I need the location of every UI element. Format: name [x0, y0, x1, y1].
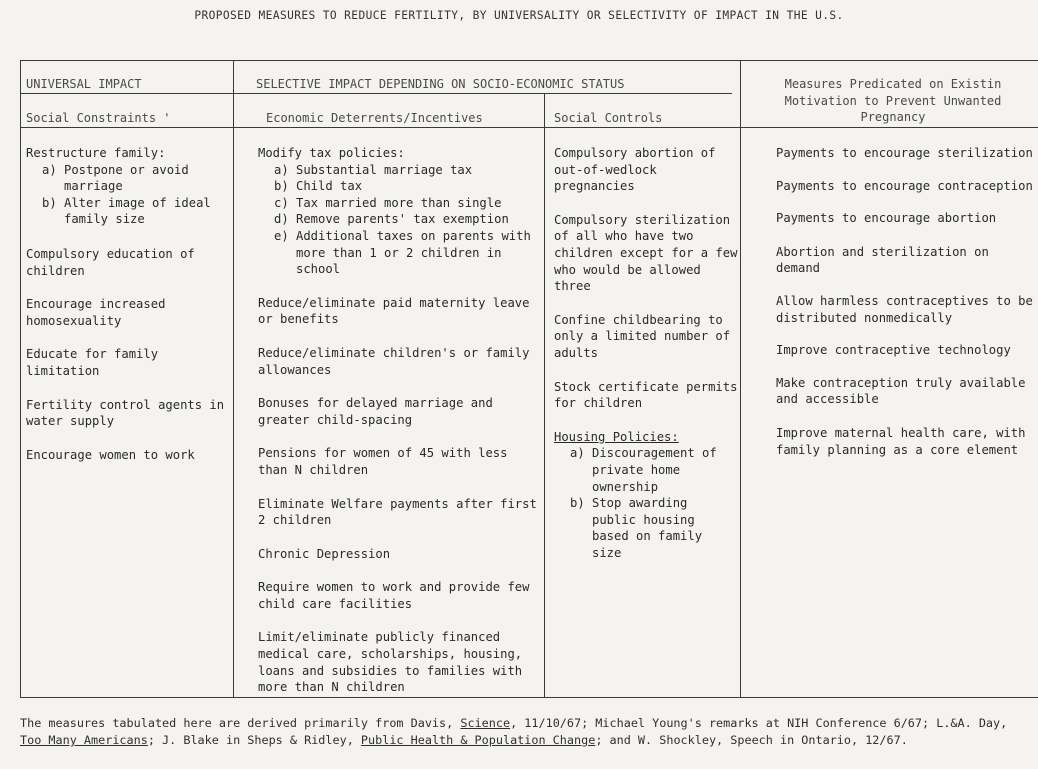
item-text: Encourage women to work — [26, 447, 195, 462]
list-item — [776, 178, 1034, 195]
sub-item-text: Substantial marriage tax — [296, 162, 473, 177]
list-item — [258, 629, 540, 695]
sub-item — [274, 228, 540, 278]
sub-item-marker: a) — [274, 162, 289, 177]
sub-item — [570, 445, 738, 495]
list-item — [554, 379, 738, 412]
item-text: Compulsory sterilization of all who have two children except for a few who would be allowed three — [554, 212, 738, 294]
item-text: Educate for family limitation — [26, 347, 159, 378]
list-item — [26, 296, 229, 329]
footnote — [20, 715, 1035, 749]
sub-item-text: Discouragement of private home ownership — [592, 446, 717, 494]
column-divider-1 — [233, 60, 234, 698]
universal-impact-column — [26, 145, 229, 463]
footnote-text-2: , 11/10/67; Michael Young's remarks at NIH Conference 6/67; L.&A. Day, — [510, 716, 1008, 730]
item-text: Modify tax policies: — [258, 146, 405, 160]
list-item — [26, 346, 229, 379]
header-selective-impact: SELECTIVE IMPACT DEPENDING ON SOCIO-ECONOMIC STATUS — [256, 77, 625, 91]
item-text: Compulsory abortion of out-of-wedlock pregnancies — [554, 146, 716, 194]
list-item — [26, 145, 229, 228]
sub-list — [258, 162, 540, 278]
document-title: PROPOSED MEASURES TO REDUCE FERTILITY, BY UNIVERSALITY OR SELECTIVITY OF IMPACT IN THE U.S. — [194, 9, 844, 22]
footnote-text-1: The measures tabulated here are derived primarily from Davis, — [20, 716, 461, 730]
list-item — [776, 145, 1034, 162]
item-text: Chronic Depression — [258, 546, 391, 561]
sub-item — [274, 211, 540, 228]
list-item — [258, 295, 540, 328]
item-text: Reduce/eliminate children's or family allowances — [258, 345, 530, 377]
sub-list — [26, 162, 229, 228]
list-item — [258, 445, 540, 478]
list-item — [776, 425, 1034, 458]
sub-item — [42, 195, 229, 228]
list-item — [776, 342, 1034, 359]
list-item — [258, 546, 540, 563]
table-left-border — [20, 60, 21, 698]
sub-item-text: Tax married more than single — [296, 195, 502, 210]
item-text: Reduce/eliminate paid maternity leave or benefits — [258, 295, 530, 327]
list-item — [776, 244, 1034, 277]
item-text: Eliminate Welfare payments after first 2 children — [258, 496, 537, 528]
sub-item-marker: a) — [570, 446, 585, 461]
sub-item-marker: c) — [274, 195, 289, 210]
header-social-constraints: Social Constraints ' — [26, 111, 171, 125]
economic-deterrents-column — [258, 145, 540, 696]
item-text: Encourage increased homosexuality — [26, 297, 166, 328]
item-text: Pensions for women of 45 with less than N children — [258, 446, 508, 477]
item-text: Improve maternal health care, with family planning as a core element — [776, 425, 1026, 457]
footnote-source-science: Science — [460, 716, 511, 730]
list-item — [258, 496, 540, 529]
item-text: Payments to encourage sterilization — [776, 146, 1033, 160]
table-top-border — [20, 60, 1038, 61]
sub-item-marker: b) — [274, 179, 289, 194]
list-item — [258, 395, 540, 428]
sub-item — [42, 162, 229, 195]
list-item — [258, 579, 540, 612]
list-item — [554, 212, 738, 295]
motivation-measures-column — [776, 145, 1034, 458]
sub-item-text: Additional taxes on parents with more than 1 or 2 children in school — [296, 228, 531, 277]
sub-item-text: Postpone or avoid marriage — [64, 162, 189, 194]
item-text: Allow harmless contraceptives to be distributed nonmedically — [776, 293, 1033, 325]
item-text: Payments to encourage abortion — [776, 211, 997, 226]
column-header-rule — [20, 127, 1038, 128]
sub-item-marker: b) — [570, 496, 585, 511]
footnote-text-3: ; J. Blake in Sheps & Ridley, — [147, 733, 361, 747]
sub-item-text: Remove parents' tax exemption — [296, 212, 509, 227]
sub-item — [570, 495, 738, 561]
list-item — [554, 145, 738, 195]
header-economic-deterrents: Economic Deterrents/Incentives — [266, 111, 483, 125]
item-text: Improve contraceptive technology — [776, 343, 1011, 358]
sub-item — [274, 195, 540, 212]
sub-item-text: Child tax — [296, 179, 363, 194]
header-motivation: Measures Predicated on Existin Motivation to Prevent Unwanted Pregnancy — [784, 77, 1002, 125]
item-text: Confine childbearing to only a limited number of adults — [554, 312, 731, 360]
list-item — [776, 375, 1034, 408]
list-item — [26, 447, 229, 464]
sub-item-marker: a) — [42, 162, 57, 177]
item-text: Stock certificate permits for children — [554, 379, 738, 411]
item-text: Make contraception truly available and accessible — [776, 375, 1026, 407]
sub-item-marker: e) — [274, 228, 289, 243]
header-social-controls: Social Controls — [554, 111, 663, 125]
item-text: Restructure family: — [26, 146, 166, 160]
header-universal-impact: UNIVERSAL IMPACT — [26, 77, 142, 91]
footnote-text-4: ; and W. Shockley, Speech in Ontario, 12/67. — [595, 733, 908, 747]
item-text: Abortion and sterilization on demand — [776, 244, 989, 276]
footnote-source-public-health: Public Health & Population Change — [360, 733, 596, 747]
sub-item-text: Alter image of ideal family size — [64, 195, 211, 227]
sub-item — [274, 162, 540, 179]
column-divider-3 — [740, 60, 741, 698]
column-divider-2 — [544, 93, 545, 698]
item-text: Require women to work and provide few child care facilities — [258, 580, 530, 611]
list-item — [26, 397, 229, 430]
sub-item — [274, 178, 540, 195]
sub-item-marker: b) — [42, 195, 57, 210]
item-text: Housing Policies: — [554, 429, 679, 444]
item-text: Compulsory education of children — [26, 246, 195, 278]
section-header-rule — [20, 93, 732, 94]
footnote-source-too-many-americans: Too Many Americans — [20, 733, 148, 747]
sub-list — [554, 445, 738, 561]
social-controls-column — [554, 145, 738, 561]
list-item — [258, 345, 540, 378]
list-item — [554, 312, 738, 362]
sub-item-marker: d) — [274, 212, 289, 227]
list-item — [776, 210, 1034, 227]
list-item — [554, 429, 738, 562]
item-text: Bonuses for delayed marriage and greater child-spacing — [258, 396, 493, 427]
list-item — [776, 293, 1034, 326]
item-text: Payments to encourage contraception — [776, 178, 1033, 193]
list-item — [258, 145, 540, 278]
item-text: Limit/eliminate publicly financed medical care, scholarships, housing, loans and subsidies to families with more than N children — [258, 630, 523, 695]
table-bottom-border — [20, 697, 1038, 698]
item-text: Fertility control agents in water supply — [26, 397, 225, 429]
sub-item-text: Stop awarding public housing based on family size — [592, 496, 703, 560]
list-item — [26, 246, 229, 279]
